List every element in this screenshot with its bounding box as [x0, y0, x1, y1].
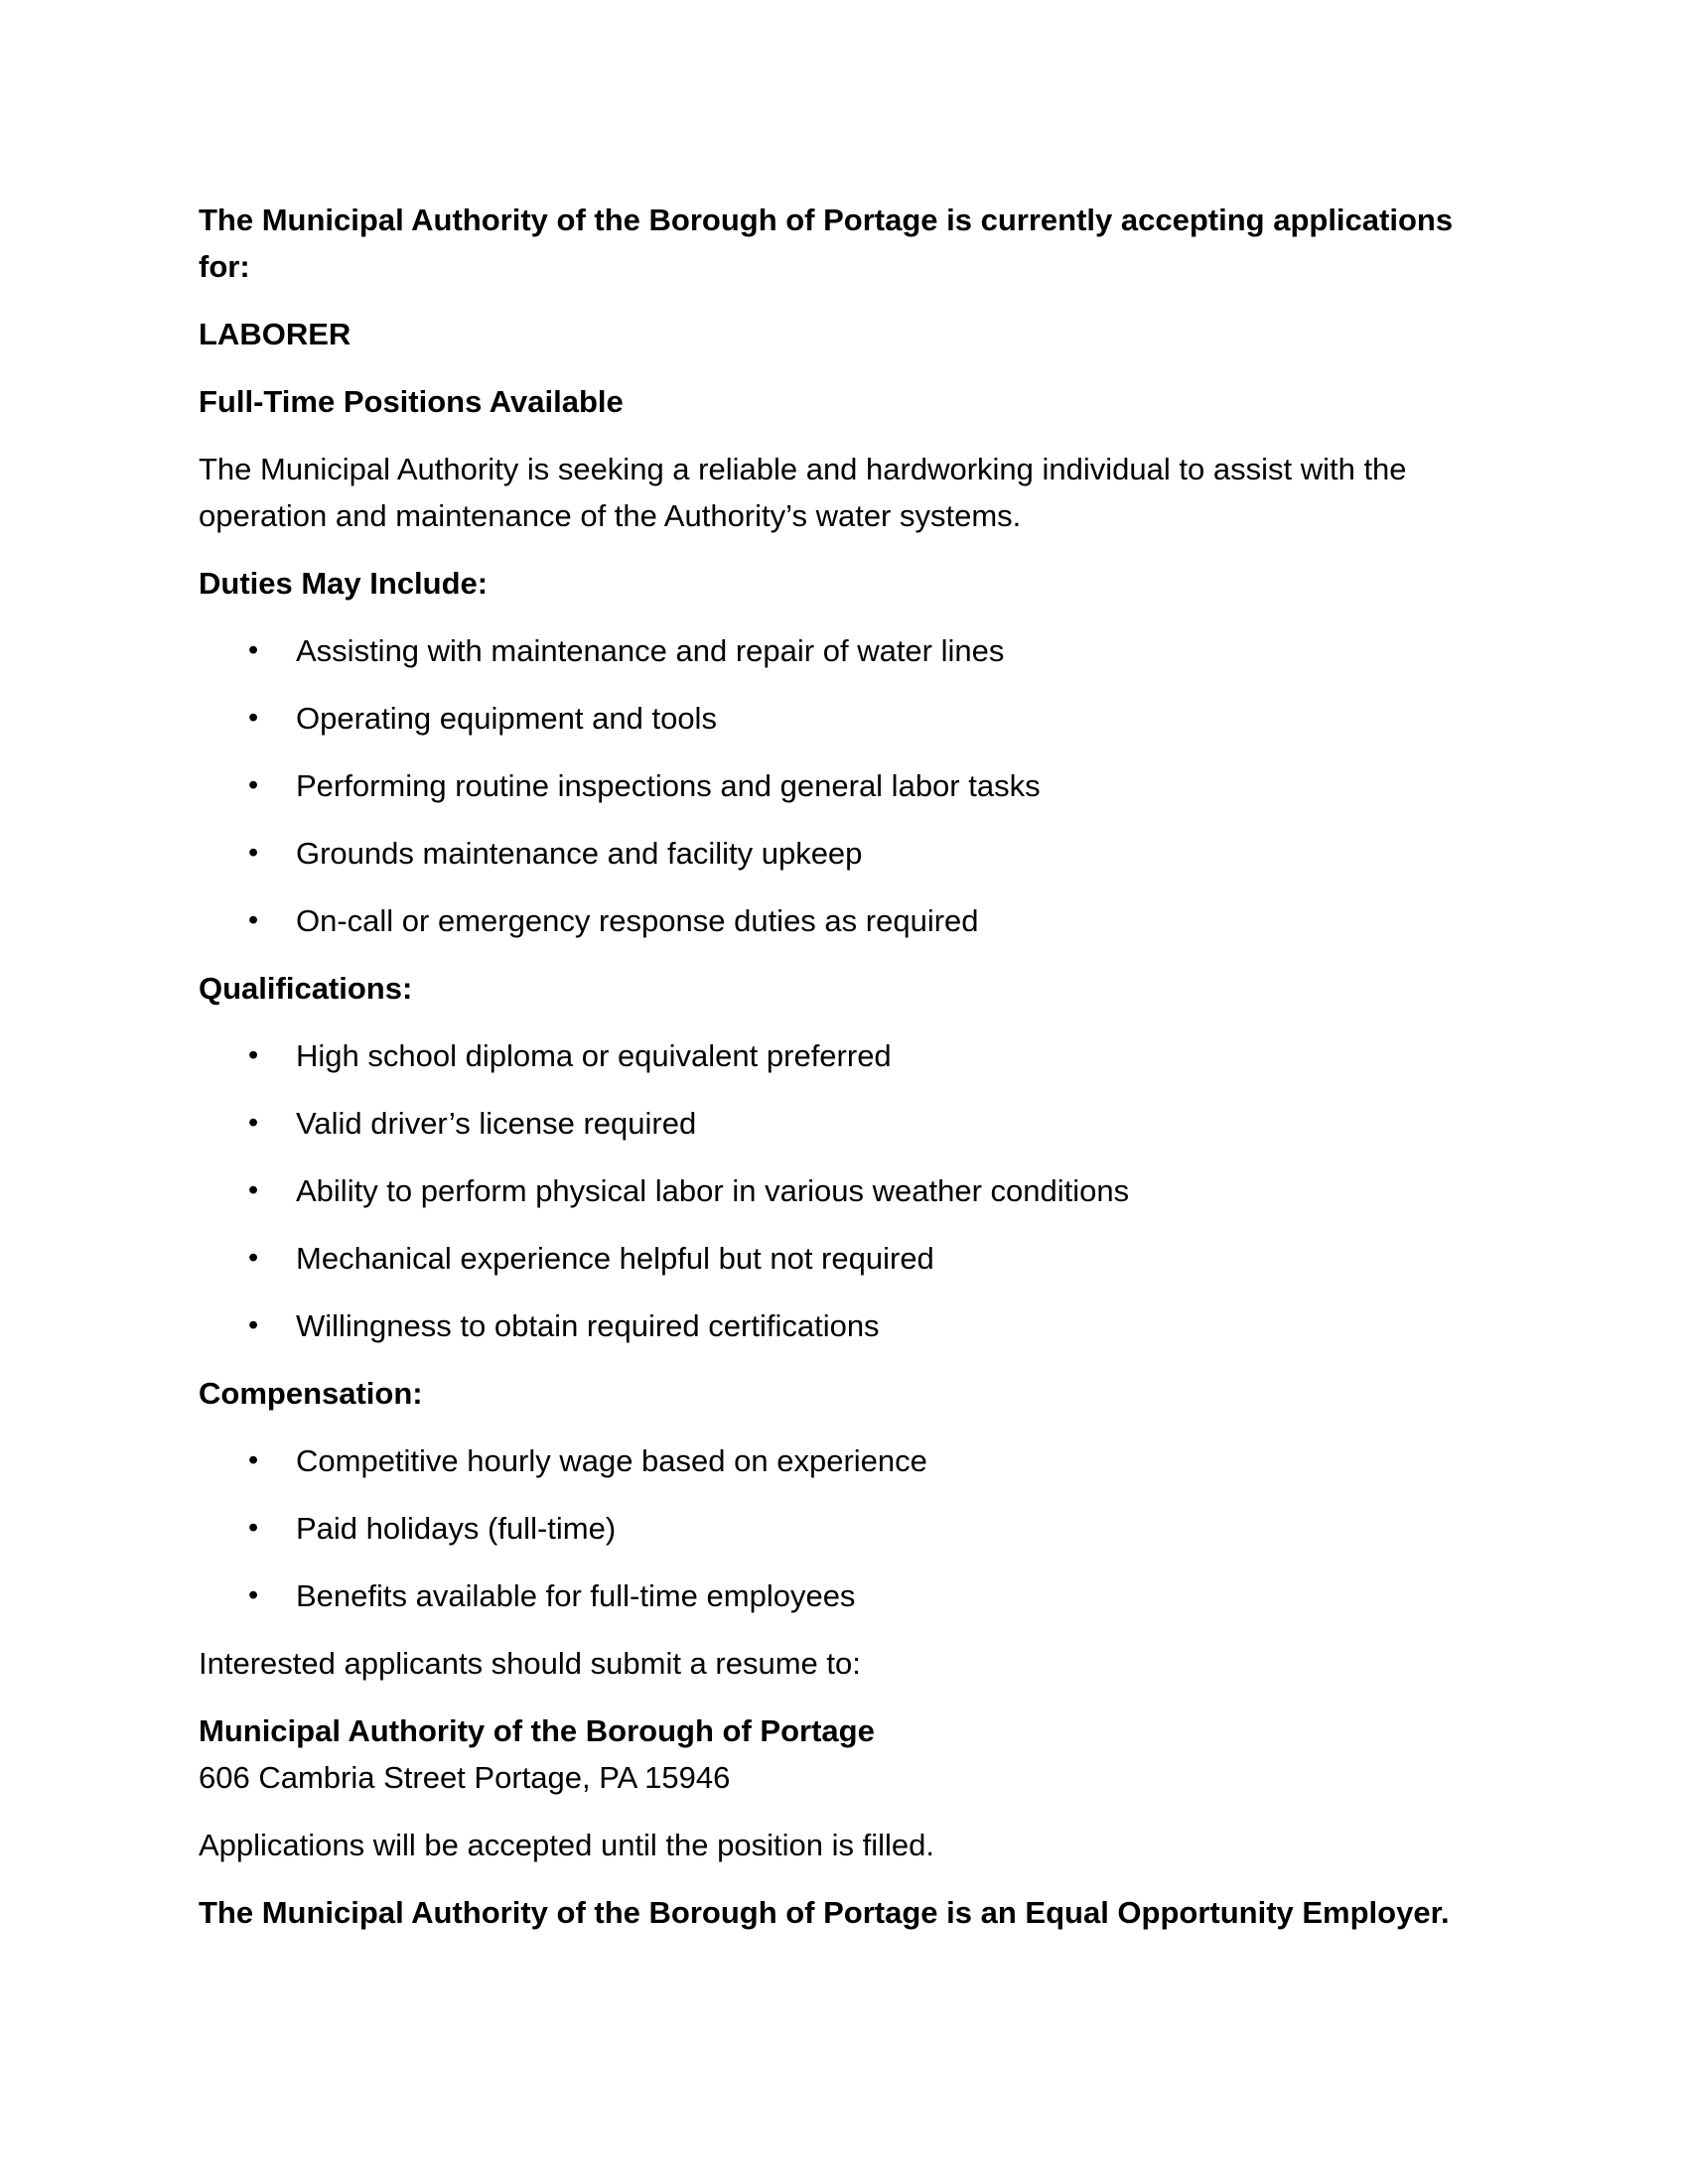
qualifications-heading: Qualifications: [199, 971, 413, 1006]
compensation-list [199, 1437, 1494, 1619]
bullet-icon: • [248, 1174, 259, 1206]
organization-address: 606 Cambria Street Portage, PA 15946 [199, 1760, 731, 1795]
list-item [199, 830, 1494, 877]
bullet-icon: • [248, 702, 259, 734]
document-content [199, 197, 1494, 1957]
list-item-text: Performing routine inspections and general labor tasks [296, 768, 1041, 803]
list-item [199, 1032, 1494, 1079]
list-item [199, 1167, 1494, 1214]
bullet-icon: • [248, 1242, 259, 1274]
bullet-icon: • [248, 1579, 259, 1611]
list-item-text: Paid holidays (full-time) [296, 1511, 617, 1546]
list-item-text: Grounds maintenance and facility upkeep [296, 836, 863, 871]
qualifications-list [199, 1032, 1494, 1349]
bullet-icon: • [248, 1107, 259, 1139]
bullet-icon: • [248, 1512, 259, 1544]
bullet-icon: • [248, 1309, 259, 1341]
list-item [199, 1572, 1494, 1619]
organization-name: Municipal Authority of the Borough of Portage [199, 1713, 875, 1748]
list-item-text: High school diploma or equivalent preferred [296, 1038, 892, 1073]
summary-line-1: The Municipal Authority is seeking a reliable and hardworking individual to assist with the [199, 452, 1407, 486]
apply-address-block [199, 1707, 1494, 1801]
availability-heading: Full-Time Positions Available [199, 384, 624, 419]
eeo-statement: The Municipal Authority of the Borough of Portage is an Equal Opportunity Employer. [199, 1895, 1450, 1930]
list-item [199, 695, 1494, 742]
list-item-text: Competitive hourly wage based on experience [296, 1443, 927, 1478]
list-item-text: Assisting with maintenance and repair of water lines [296, 633, 1005, 668]
bullet-icon: • [248, 769, 259, 801]
list-item-text: Willingness to obtain required certifications [296, 1308, 880, 1343]
summary-paragraph [199, 446, 1494, 539]
intro-line-1: The Municipal Authority of the Borough of Portage is currently accepting applications [199, 203, 1454, 237]
list-item-text: Mechanical experience helpful but not required [296, 1241, 934, 1276]
list-item-text: Operating equipment and tools [296, 701, 717, 736]
bullet-icon: • [248, 904, 259, 936]
list-item [199, 1100, 1494, 1147]
list-item-text: Valid driver’s license required [296, 1106, 697, 1141]
list-item [199, 1235, 1494, 1282]
list-item [199, 1302, 1494, 1349]
deadline-statement: Applications will be accepted until the position is filled. [199, 1828, 934, 1862]
list-item [199, 1505, 1494, 1552]
bullet-icon: • [248, 1039, 259, 1071]
compensation-heading: Compensation: [199, 1376, 423, 1411]
bullet-icon: • [248, 634, 259, 666]
job-title: LABORER [199, 317, 352, 351]
list-item [199, 1437, 1494, 1484]
duties-heading: Duties May Include: [199, 566, 489, 601]
bullet-icon: • [248, 1444, 259, 1476]
intro-line-2: for: [199, 249, 250, 284]
list-item-text: Benefits available for full-time employees [296, 1578, 856, 1613]
list-item [199, 897, 1494, 944]
duties-list [199, 627, 1494, 944]
summary-line-2: operation and maintenance of the Authority’s water systems. [199, 498, 1022, 533]
bullet-icon: • [248, 837, 259, 869]
list-item [199, 762, 1494, 809]
list-item-text: Ability to perform physical labor in various weather conditions [296, 1173, 1130, 1208]
list-item [199, 627, 1494, 674]
intro-paragraph [199, 197, 1494, 290]
apply-instruction: Interested applicants should submit a resume to: [199, 1646, 861, 1681]
list-item-text: On-call or emergency response duties as required [296, 903, 979, 938]
